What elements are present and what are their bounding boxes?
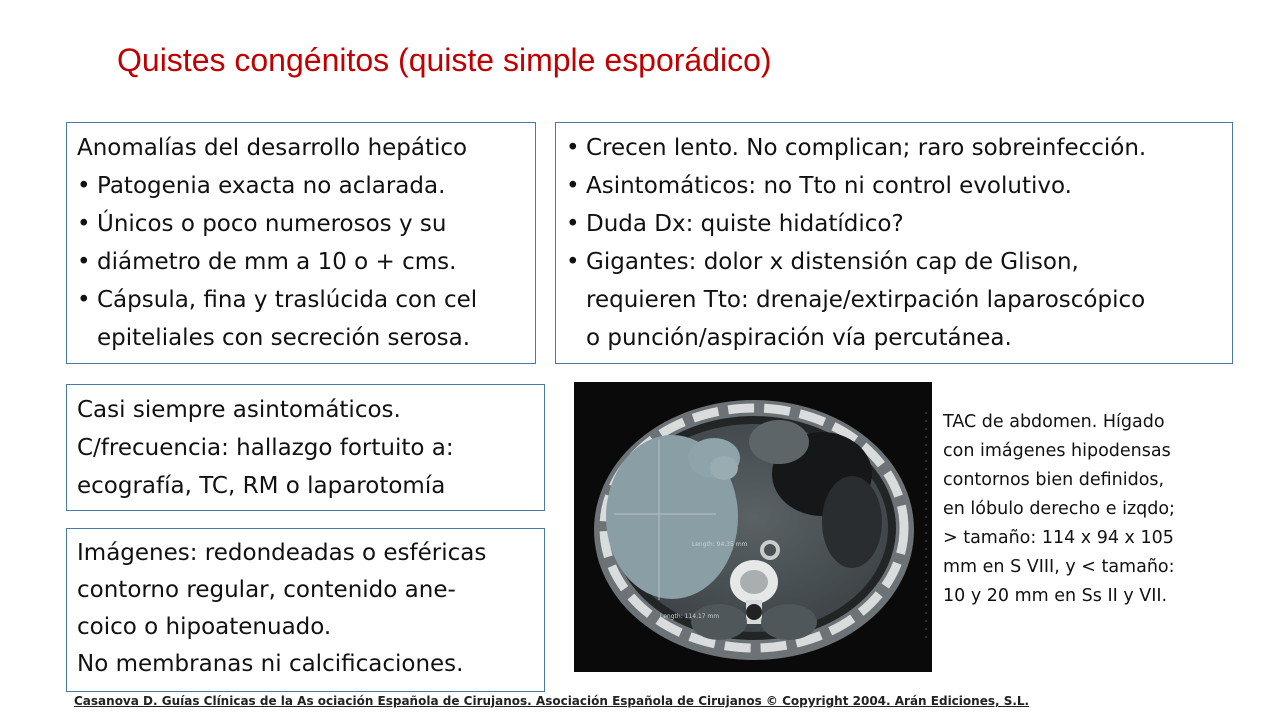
caption-line: contornos bien definidos, (943, 470, 1165, 490)
text-line: Imágenes: redondeadas o esféricas (77, 540, 487, 566)
image-caption (943, 408, 1175, 611)
caption-line: 10 y 20 mm en Ss II y VII. (943, 586, 1168, 606)
ct-scan-illustration (574, 382, 932, 672)
measure-label: Length: 114.17 mm (660, 613, 720, 620)
list-item: • Crecen lento. No complican; raro sobreinfección. (566, 129, 1222, 167)
list-item-continuation: epiteliales con secreción serosa. (97, 325, 471, 351)
measure-label: Length: 94.35 mm (692, 541, 748, 548)
caption-line: en lóbulo derecho e izqdo; (943, 499, 1175, 519)
caption-line: > tamaño: 114 x 94 x 105 (943, 528, 1174, 548)
bullet-list (77, 167, 525, 319)
caption-line: con imágenes hipodensas (943, 441, 1171, 461)
list-item: • Cápsula, fina y traslúcida con cel (77, 281, 525, 319)
text-line: contorno regular, contenido ane- (77, 577, 456, 603)
ct-scan-image (574, 382, 932, 672)
list-item: • Patogenia exacta no aclarada. (77, 167, 525, 205)
list-item: • diámetro de mm a 10 o + cms. (77, 243, 525, 281)
text-line: ecografía, TC, RM o laparotomía (77, 473, 446, 499)
caption-line: TAC de abdomen. Hígado (943, 412, 1165, 432)
text-line: Casi siempre asintomáticos. (77, 397, 401, 423)
development-anomalies-box (66, 122, 536, 364)
caption-line: mm en S VIII, y < tamaño: (943, 557, 1175, 577)
citation-footer: Casanova D. Guías Clínicas de la As ociación Española de Cirujanos. Asociación Española de Cirujanos © Copyright 2004. Arán Ediciones, S.L. (74, 694, 1030, 708)
text-line: No membranas ni calcificaciones. (77, 651, 464, 677)
evolution-treatment-box (555, 122, 1233, 364)
list-item: • Únicos o poco numerosos y su (77, 205, 525, 243)
list-item: • Asintomáticos: no Tto ni control evolutivo. (566, 167, 1222, 205)
list-item-continuation: requieren Tto: drenaje/extirpación laparoscópico (586, 287, 1146, 313)
asymptomatic-box (66, 384, 545, 511)
list-item: • Gigantes: dolor x distensión cap de Glison, (566, 243, 1222, 281)
box-heading: Anomalías del desarrollo hepático (77, 135, 468, 161)
text-line: C/frecuencia: hallazgo fortuito a: (77, 435, 454, 461)
slide-title: Quistes congénitos (quiste simple esporádico) (117, 42, 772, 78)
list-item-continuation: o punción/aspiración vía percutánea. (586, 325, 1012, 351)
list-item: • Duda Dx: quiste hidatídico? (566, 205, 1222, 243)
text-line: coico o hipoatenuado. (77, 614, 332, 640)
imaging-box (66, 528, 545, 692)
bullet-list (566, 129, 1222, 281)
